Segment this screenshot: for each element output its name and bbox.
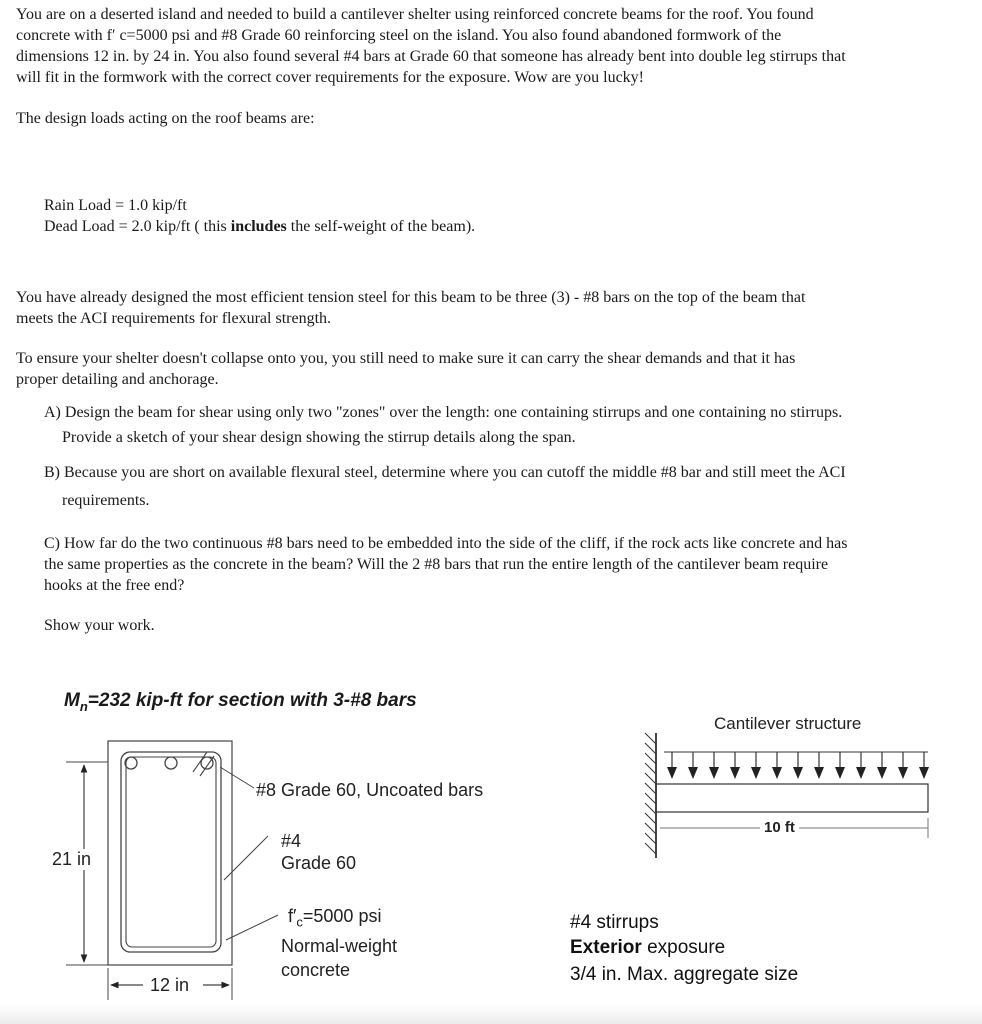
question-b-line: B) Because you are short on available flexural steel, determine where you can cutoff the middle #8 bar and still meet the ACI: [44, 464, 846, 481]
load-arrow-head: [835, 767, 845, 779]
aggregate-note: 3/4 in. Max. aggregate size: [570, 964, 799, 985]
width-label: 12 in: [150, 975, 190, 995]
ensure-line: proper detailing and anchorage.: [16, 371, 219, 388]
rebar-top-left: [125, 757, 137, 769]
dead-load-pre: Dead Load = 2.0 kip/ft ( this: [44, 218, 231, 235]
title-sub: n: [79, 698, 88, 714]
fc-sub: c: [296, 914, 303, 930]
question-a-line: A) Design the beam for shear using only two "zones" over the length: one containing stirrups and one containing no stirrups.: [44, 404, 843, 421]
question-c-line: hooks at the free end?: [44, 577, 185, 594]
load-arrow-head: [898, 767, 908, 779]
load-arrow-head: [730, 767, 740, 779]
concrete-label-1: Normal-weight: [281, 936, 398, 956]
load-arrow-head: [667, 767, 677, 779]
stirrup-leader: [224, 836, 268, 880]
span-label: 10 ft: [760, 819, 799, 836]
load-arrow-head: [814, 767, 824, 779]
title-m: M: [64, 690, 80, 711]
question-a-line: Provide a sketch of your shear design showing the stirrup details along the span.: [62, 429, 576, 446]
fc-leader: [226, 915, 278, 940]
load-arrow-head: [709, 767, 719, 779]
exposure-rest: exposure: [641, 937, 726, 958]
height-label: 21 in: [52, 849, 92, 869]
distributed-load-arrows: [667, 752, 929, 779]
design-notes: [570, 910, 798, 987]
load-arrow-head: [919, 767, 929, 779]
cantilever-beam: [656, 784, 928, 812]
question-b-line: requirements.: [62, 492, 150, 509]
intro-line: concrete with f′ c=5000 psi and #8 Grade 60 reinforcing steel on the island. You also found abandoned formwork of the: [16, 27, 782, 44]
load-arrow-head: [877, 767, 887, 779]
bars-leader: [220, 767, 254, 788]
stirrups-note: #4 stirrups: [570, 912, 659, 933]
intro-line: You are on a deserted island and needed to build a cantilever shelter using reinforced concrete beams for the roof. You found: [16, 6, 814, 23]
rain-load: Rain Load = 1.0 kip/ft: [44, 197, 187, 214]
concrete-label-2: concrete: [281, 960, 351, 980]
stirrup-label-2: Grade 60: [281, 853, 357, 873]
show-work-text: Show your work.: [44, 617, 155, 634]
stirrup: [121, 752, 221, 952]
rebar-top-middle: [165, 757, 177, 769]
exposure-note: [570, 935, 798, 960]
beam-cross-section: [66, 741, 278, 1000]
stirrup-label-1: #4: [281, 831, 302, 851]
cantilever-title: Cantilever structure: [714, 714, 862, 733]
load-arrow-head: [793, 767, 803, 779]
load-arrow-head: [751, 767, 761, 779]
loads-heading-text: The design loads acting on the roof beams are:: [16, 110, 315, 127]
fc-rest: =5000 psi: [302, 906, 382, 926]
title-rest: =232 kip-ft for section with 3-#8 bars: [87, 690, 417, 711]
fc-label: $f'_c=5000$ psi: [288, 906, 382, 930]
intro-line: will fit in the formwork with the correct cover requirements for the exposure. Wow are you lucky!: [16, 69, 644, 86]
intro-line: dimensions 12 in. by 24 in. You also found several #4 bars at Grade 60 that someone has already bent into double leg stirrups that: [16, 48, 846, 65]
load-arrow-head: [856, 767, 866, 779]
cantilever-structure: [645, 733, 929, 858]
ensure-line: To ensure your shelter doesn't collapse onto you, you still need to make sure it can carry the shear demands and that it has: [16, 350, 796, 367]
dead-load-post: the self-weight of the beam).: [286, 218, 476, 235]
load-arrow-head: [688, 767, 698, 779]
tension-line: You have already designed the most efficient tension steel for this beam to be three (3) - #8 bars on the top of the beam that: [16, 289, 806, 306]
tension-line: meets the ACI requirements for flexural strength.: [16, 310, 332, 327]
dead-load-bold: includes: [230, 218, 287, 235]
question-c-line: C) How far do the two continuous #8 bars need to be embedded into the side of the cliff, if the rock acts like concrete and has: [44, 535, 848, 552]
question-c-line: the same properties as the concrete in the beam? Will the 2 #8 bars that run the entire length of the cantilever beam require: [44, 556, 829, 573]
load-arrow-head: [772, 767, 782, 779]
wall-hatching: [645, 733, 656, 854]
bars-label: #8 Grade 60, Uncoated bars: [256, 780, 484, 800]
bottom-band: [0, 1004, 982, 1024]
fc-f: f: [288, 906, 294, 926]
exposure-bold: Exterior: [570, 937, 642, 958]
